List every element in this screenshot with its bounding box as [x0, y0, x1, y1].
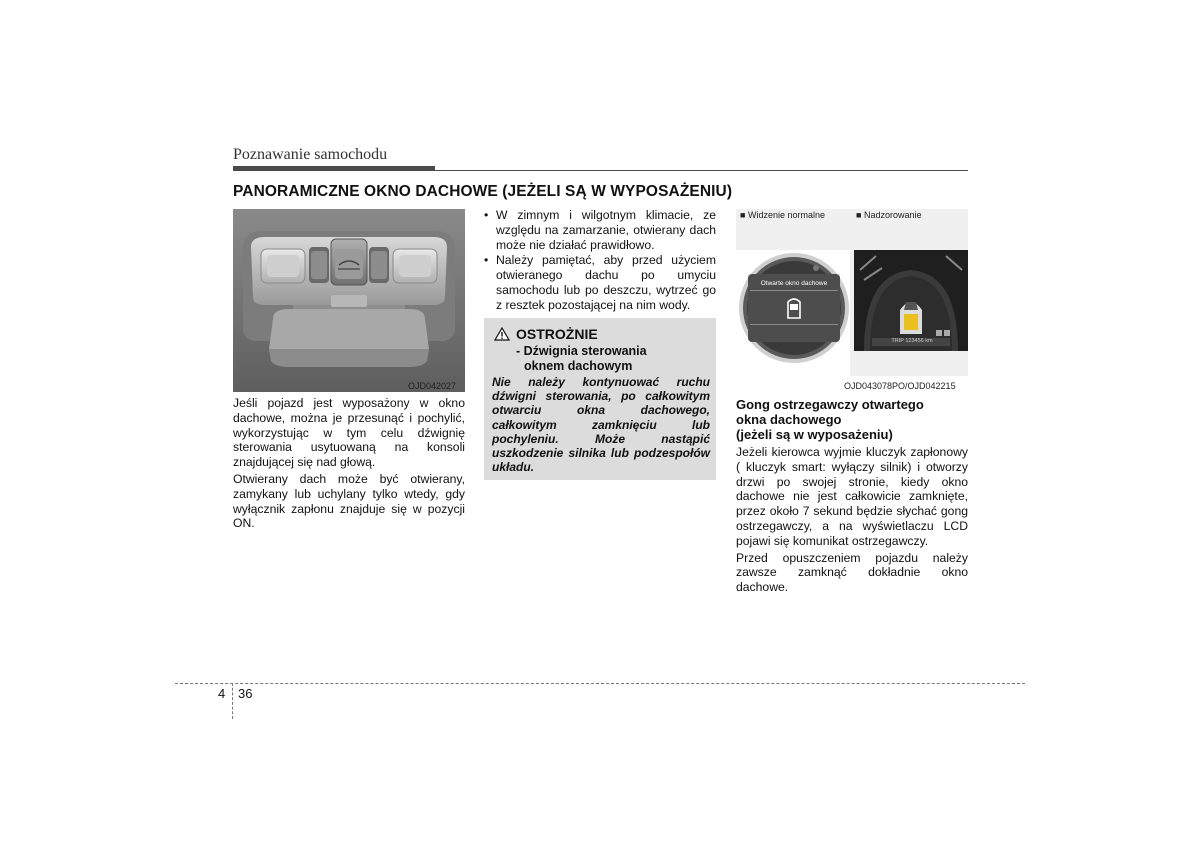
footer-divider	[232, 683, 233, 719]
legend-supervision	[856, 210, 922, 220]
right-heading-line-2: okna dachowego	[736, 412, 842, 427]
cluster-message: Otwarte okno dachowe	[760, 280, 828, 287]
caution-title: OSTROŻNIE	[516, 326, 598, 342]
cluster-caption: OJD043078PO/OJD042215	[844, 381, 956, 391]
supervision-cluster-gauge	[854, 250, 968, 351]
overhead-console-illustration	[233, 209, 465, 392]
bullet-marker: •	[484, 253, 489, 268]
legend-marker: ■	[856, 210, 862, 220]
cluster-odometer: TRIP 123456 km	[891, 338, 933, 344]
chapter-number: 4	[218, 686, 226, 701]
left-paragraph-1: Jeśli pojazd jest wyposażony w okno dachowe, można je przesunąć i pochylić, wykorzystując w tym celu dźwignię sterowania usytuowaną na konsoli znajdującej się nad głową.	[233, 396, 465, 470]
legend-supervision-label: Nadzorowanie	[863, 210, 922, 220]
right-column	[736, 445, 968, 597]
right-paragraph-2: Przed opuszczeniem pojazdu należy zawsze zamknąć dokładnie okno dachowe.	[736, 550, 968, 595]
middle-column-bullets	[484, 208, 716, 313]
bullet-text-1: W zimnym i wilgotnym klimacie, ze względu na zamarzanie, otwierany dach może nie działać prawidłowo.	[496, 208, 716, 252]
list-item	[484, 208, 716, 252]
right-heading	[736, 397, 968, 442]
warning-triangle-icon	[494, 327, 510, 341]
legend-normal-label: Widzenie normalne	[747, 210, 825, 220]
bullet-text-2: Należy pamiętać, aby przed użyciem otwieranego dachu po umyciu samochodu lub po deszczu, wytrzeć go z resztek pozostającej na nim wody.	[496, 253, 716, 312]
cluster-images	[736, 209, 968, 376]
bullet-marker: •	[484, 208, 489, 222]
legend-marker: ■	[740, 210, 746, 220]
supervision-cluster-panel	[854, 250, 968, 351]
caution-subtitle-2: oknem dachowym	[524, 359, 633, 373]
left-paragraph-2: Otwierany dach może być otwierany, zamykany lub uchylany tylko wtedy, gdy wyłącznik zapłonu znajduje się w pozycji ON.	[233, 471, 465, 531]
section-title: PANORAMICZNE OKNO DACHOWE (JEŻELI SĄ W WYPOSAŻENIU)	[233, 183, 733, 200]
right-heading-line-3: (jeżeli są w wyposażeniu)	[736, 427, 893, 442]
right-heading-line-1: Gong ostrzegawczy otwartego	[736, 397, 924, 412]
list-item	[484, 253, 716, 312]
overhead-console-photo	[233, 209, 465, 392]
caution-body: Nie należy kontynuować ruchu dźwigni sterowania, po całkowitym otwarciu okna dachowego, całkowitym zamknięciu lub pochyleniu. Może nastąpić uszkodzenie silnika lub podzespołów układu.	[492, 375, 710, 475]
left-column	[233, 396, 465, 533]
normal-cluster-panel	[736, 250, 850, 376]
photo-caption: OJD042027	[408, 381, 457, 391]
header-rule	[233, 170, 968, 171]
running-header: Poznawanie samochodu	[233, 146, 388, 163]
caution-box	[484, 318, 716, 480]
footer-rule	[175, 683, 1025, 684]
page-number: 36	[238, 686, 253, 701]
right-paragraph-1: Jeżeli kierowca wyjmie kluczyk zapłonowy ( kluczyk smart: wyłączy silnik) i otworzy drzwi po swojej stronie, kiedy okno dachowe nie jest całkowicie zamknięte, przez około 7 sekund będzie słychać gong ostrzegawczy, a na wyświetlaczu LCD pojawi się komunikat ostrzegawczy.	[736, 445, 968, 548]
caution-subtitle-1: - Dźwignia sterowania	[516, 344, 647, 358]
legend-normal	[740, 210, 825, 220]
normal-cluster-gauge	[736, 250, 850, 376]
